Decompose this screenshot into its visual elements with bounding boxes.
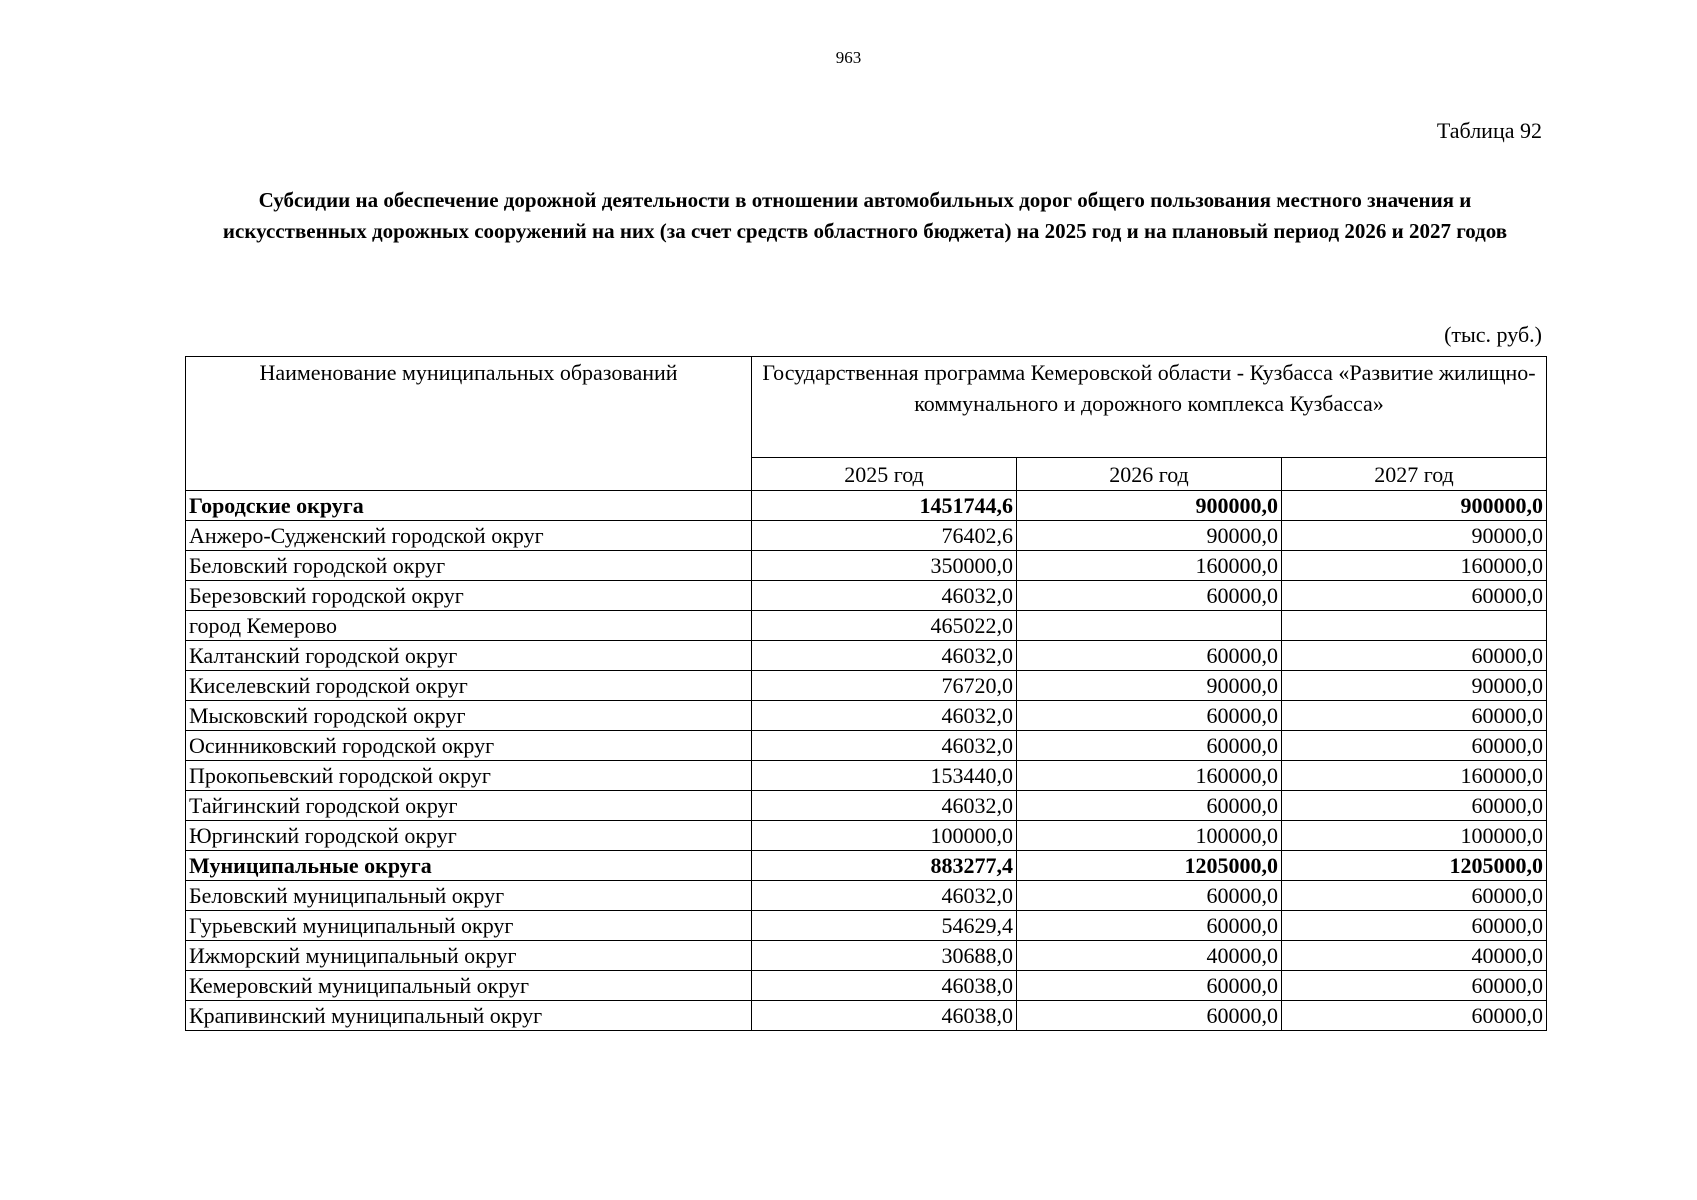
value-2027-cell: 60000,0 <box>1282 881 1547 911</box>
units-note: (тыс. руб.) <box>1444 322 1542 347</box>
value-2027-cell: 1205000,0 <box>1282 851 1547 881</box>
value-2027-cell: 60000,0 <box>1282 1001 1547 1031</box>
value-2026-cell: 60000,0 <box>1017 701 1282 731</box>
municipality-name-cell: Калтанский городской округ <box>186 641 752 671</box>
value-2025-cell: 46032,0 <box>752 731 1017 761</box>
subsidies-table <box>185 356 1547 1031</box>
value-2027-cell: 60000,0 <box>1282 791 1547 821</box>
value-2027-cell: 60000,0 <box>1282 731 1547 761</box>
value-2026-cell: 100000,0 <box>1017 821 1282 851</box>
value-2027-cell: 60000,0 <box>1282 581 1547 611</box>
value-2026-cell <box>1017 611 1282 641</box>
header-year-2025: 2025 год <box>752 458 1017 491</box>
value-2026-cell: 60000,0 <box>1017 731 1282 761</box>
table-group-row <box>186 491 1547 521</box>
value-2026-cell: 90000,0 <box>1017 521 1282 551</box>
value-2025-cell: 76402,6 <box>752 521 1017 551</box>
value-2025-cell: 350000,0 <box>752 551 1017 581</box>
value-2027-cell: 60000,0 <box>1282 911 1547 941</box>
municipality-name-cell: Крапивинский муниципальный округ <box>186 1001 752 1031</box>
value-2027-cell: 160000,0 <box>1282 761 1547 791</box>
municipality-name-cell: город Кемерово <box>186 611 752 641</box>
table-row <box>186 941 1547 971</box>
header-year-2026: 2026 год <box>1017 458 1282 491</box>
municipality-name-cell: Муниципальные округа <box>186 851 752 881</box>
value-2025-cell: 46038,0 <box>752 971 1017 1001</box>
municipality-name-cell: Беловский городской округ <box>186 551 752 581</box>
municipality-name-cell: Юргинский городской округ <box>186 821 752 851</box>
value-2026-cell: 90000,0 <box>1017 671 1282 701</box>
table-row <box>186 911 1547 941</box>
value-2027-cell: 900000,0 <box>1282 491 1547 521</box>
municipality-name-cell: Тайгинский городской округ <box>186 791 752 821</box>
value-2027-cell: 60000,0 <box>1282 641 1547 671</box>
table-row <box>186 641 1547 671</box>
value-2026-cell: 900000,0 <box>1017 491 1282 521</box>
value-2026-cell: 60000,0 <box>1017 791 1282 821</box>
table-row <box>186 701 1547 731</box>
value-2027-cell: 90000,0 <box>1282 671 1547 701</box>
value-2025-cell: 54629,4 <box>752 911 1017 941</box>
municipality-name-cell: Ижморский муниципальный округ <box>186 941 752 971</box>
value-2027-cell <box>1282 611 1547 641</box>
value-2026-cell: 160000,0 <box>1017 761 1282 791</box>
value-2026-cell: 1205000,0 <box>1017 851 1282 881</box>
value-2025-cell: 46032,0 <box>752 881 1017 911</box>
table-row <box>186 821 1547 851</box>
municipality-name-cell: Осинниковский городской округ <box>186 731 752 761</box>
page-number: 963 <box>835 48 862 67</box>
value-2025-cell: 100000,0 <box>752 821 1017 851</box>
value-2025-cell: 46038,0 <box>752 1001 1017 1031</box>
value-2027-cell: 100000,0 <box>1282 821 1547 851</box>
value-2026-cell: 60000,0 <box>1017 581 1282 611</box>
municipality-name-cell: Березовский городской округ <box>186 581 752 611</box>
table-row <box>186 881 1547 911</box>
municipality-name-cell: Гурьевский муниципальный округ <box>186 911 752 941</box>
table-header <box>186 357 1547 491</box>
value-2026-cell: 60000,0 <box>1017 881 1282 911</box>
value-2025-cell: 46032,0 <box>752 791 1017 821</box>
value-2026-cell: 60000,0 <box>1017 641 1282 671</box>
value-2027-cell: 90000,0 <box>1282 521 1547 551</box>
value-2026-cell: 60000,0 <box>1017 911 1282 941</box>
value-2025-cell: 883277,4 <box>752 851 1017 881</box>
value-2025-cell: 46032,0 <box>752 581 1017 611</box>
value-2027-cell: 60000,0 <box>1282 971 1547 1001</box>
table-label: Таблица 92 <box>1436 118 1542 143</box>
value-2026-cell: 40000,0 <box>1017 941 1282 971</box>
value-2025-cell: 1451744,6 <box>752 491 1017 521</box>
header-program: Государственная программа Кемеровской области - Кузбасса «Развитие жилищно-коммунального и дорожного комплекса Кузбасса» <box>752 357 1547 458</box>
municipality-name-cell: Прокопьевский городской округ <box>186 761 752 791</box>
table-group-row <box>186 851 1547 881</box>
value-2027-cell: 160000,0 <box>1282 551 1547 581</box>
table-row <box>186 521 1547 551</box>
table-row <box>186 551 1547 581</box>
value-2026-cell: 60000,0 <box>1017 1001 1282 1031</box>
municipality-name-cell: Городские округа <box>186 491 752 521</box>
value-2026-cell: 60000,0 <box>1017 971 1282 1001</box>
value-2025-cell: 465022,0 <box>752 611 1017 641</box>
header-municipality-name: Наименование муниципальных образований <box>186 357 752 491</box>
municipality-name-cell: Кемеровский муниципальный округ <box>186 971 752 1001</box>
table-row <box>186 611 1547 641</box>
municipality-name-cell: Мысковский городской округ <box>186 701 752 731</box>
table-row <box>186 671 1547 701</box>
table-row <box>186 581 1547 611</box>
value-2025-cell: 30688,0 <box>752 941 1017 971</box>
value-2025-cell: 46032,0 <box>752 701 1017 731</box>
document-title: Субсидии на обеспечение дорожной деятельности в отношении автомобильных дорог общего пользования местного значения и искусственных дорожных сооружений на них (за счет средств областного бюджета) на 2025 год и на плановый период 2026 и 2027 годов <box>222 188 1508 243</box>
municipality-name-cell: Анжеро-Судженский городской округ <box>186 521 752 551</box>
value-2025-cell: 153440,0 <box>752 761 1017 791</box>
table-row <box>186 761 1547 791</box>
header-year-2027: 2027 год <box>1282 458 1547 491</box>
table-row <box>186 791 1547 821</box>
value-2027-cell: 40000,0 <box>1282 941 1547 971</box>
table-row <box>186 1001 1547 1031</box>
municipality-name-cell: Киселевский городской округ <box>186 671 752 701</box>
value-2025-cell: 46032,0 <box>752 641 1017 671</box>
value-2026-cell: 160000,0 <box>1017 551 1282 581</box>
table-row <box>186 731 1547 761</box>
municipality-name-cell: Беловский муниципальный округ <box>186 881 752 911</box>
table-row <box>186 971 1547 1001</box>
value-2025-cell: 76720,0 <box>752 671 1017 701</box>
table-body <box>186 491 1547 1031</box>
value-2027-cell: 60000,0 <box>1282 701 1547 731</box>
